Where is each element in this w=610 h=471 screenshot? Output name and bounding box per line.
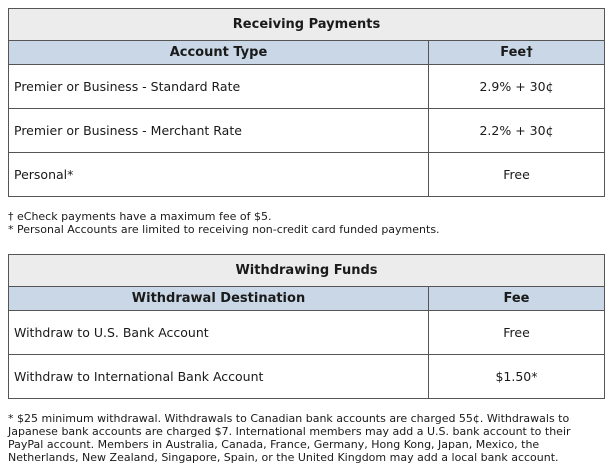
withdrawing-funds-caption-row — [9, 255, 605, 287]
echeck-footnote: † eCheck payments have a maximum fee of $5. — [8, 210, 272, 223]
withdrawing-funds-title: Withdrawing Funds — [9, 255, 605, 287]
account-type-header: Account Type — [9, 41, 429, 65]
fee-header: Fee† — [429, 41, 605, 65]
withdrawing-funds-header-row — [9, 287, 605, 311]
table-row — [9, 109, 605, 153]
withdrawal-destination-cell: Withdraw to U.S. Bank Account — [9, 311, 429, 355]
fee-header: Fee — [429, 287, 605, 311]
personal-account-footnote: * Personal Accounts are limited to receiving non-credit card funded payments. — [8, 223, 440, 236]
withdrawal-footnote: * $25 minimum withdrawal. Withdrawals to Canadian bank accounts are charged 55¢. Withdrawals to Japanese bank accounts are charged $7. International members may add a U.S. bank account to their PayPal account. Members in Australia, Canada, France, Germany, Hong Kong, Japan, Mexico, the Netherlands, New Zealand, Singapore, Spain, or the United Kingdom may add a local bank account. — [8, 412, 571, 464]
fee-cell: 2.2% + 30¢ — [429, 109, 605, 153]
fee-cell: Free — [429, 153, 605, 197]
account-type-cell: Premier or Business - Merchant Rate — [9, 109, 429, 153]
receiving-payments-title: Receiving Payments — [9, 9, 605, 41]
receiving-payments-caption-row — [9, 9, 605, 41]
receiving-payments-footnotes — [8, 210, 604, 236]
table-row — [9, 311, 605, 355]
account-type-cell: Premier or Business - Standard Rate — [9, 65, 429, 109]
table-row — [9, 65, 605, 109]
withdrawal-destination-cell: Withdraw to International Bank Account — [9, 355, 429, 399]
withdrawing-funds-table — [8, 254, 605, 399]
table-row — [9, 355, 605, 399]
receiving-payments-header-row — [9, 41, 605, 65]
withdrawal-destination-header: Withdrawal Destination — [9, 287, 429, 311]
table-row — [9, 153, 605, 197]
fee-cell: $1.50* — [429, 355, 605, 399]
receiving-payments-table — [8, 8, 605, 197]
fee-cell: Free — [429, 311, 605, 355]
account-type-cell: Personal* — [9, 153, 429, 197]
fee-cell: 2.9% + 30¢ — [429, 65, 605, 109]
